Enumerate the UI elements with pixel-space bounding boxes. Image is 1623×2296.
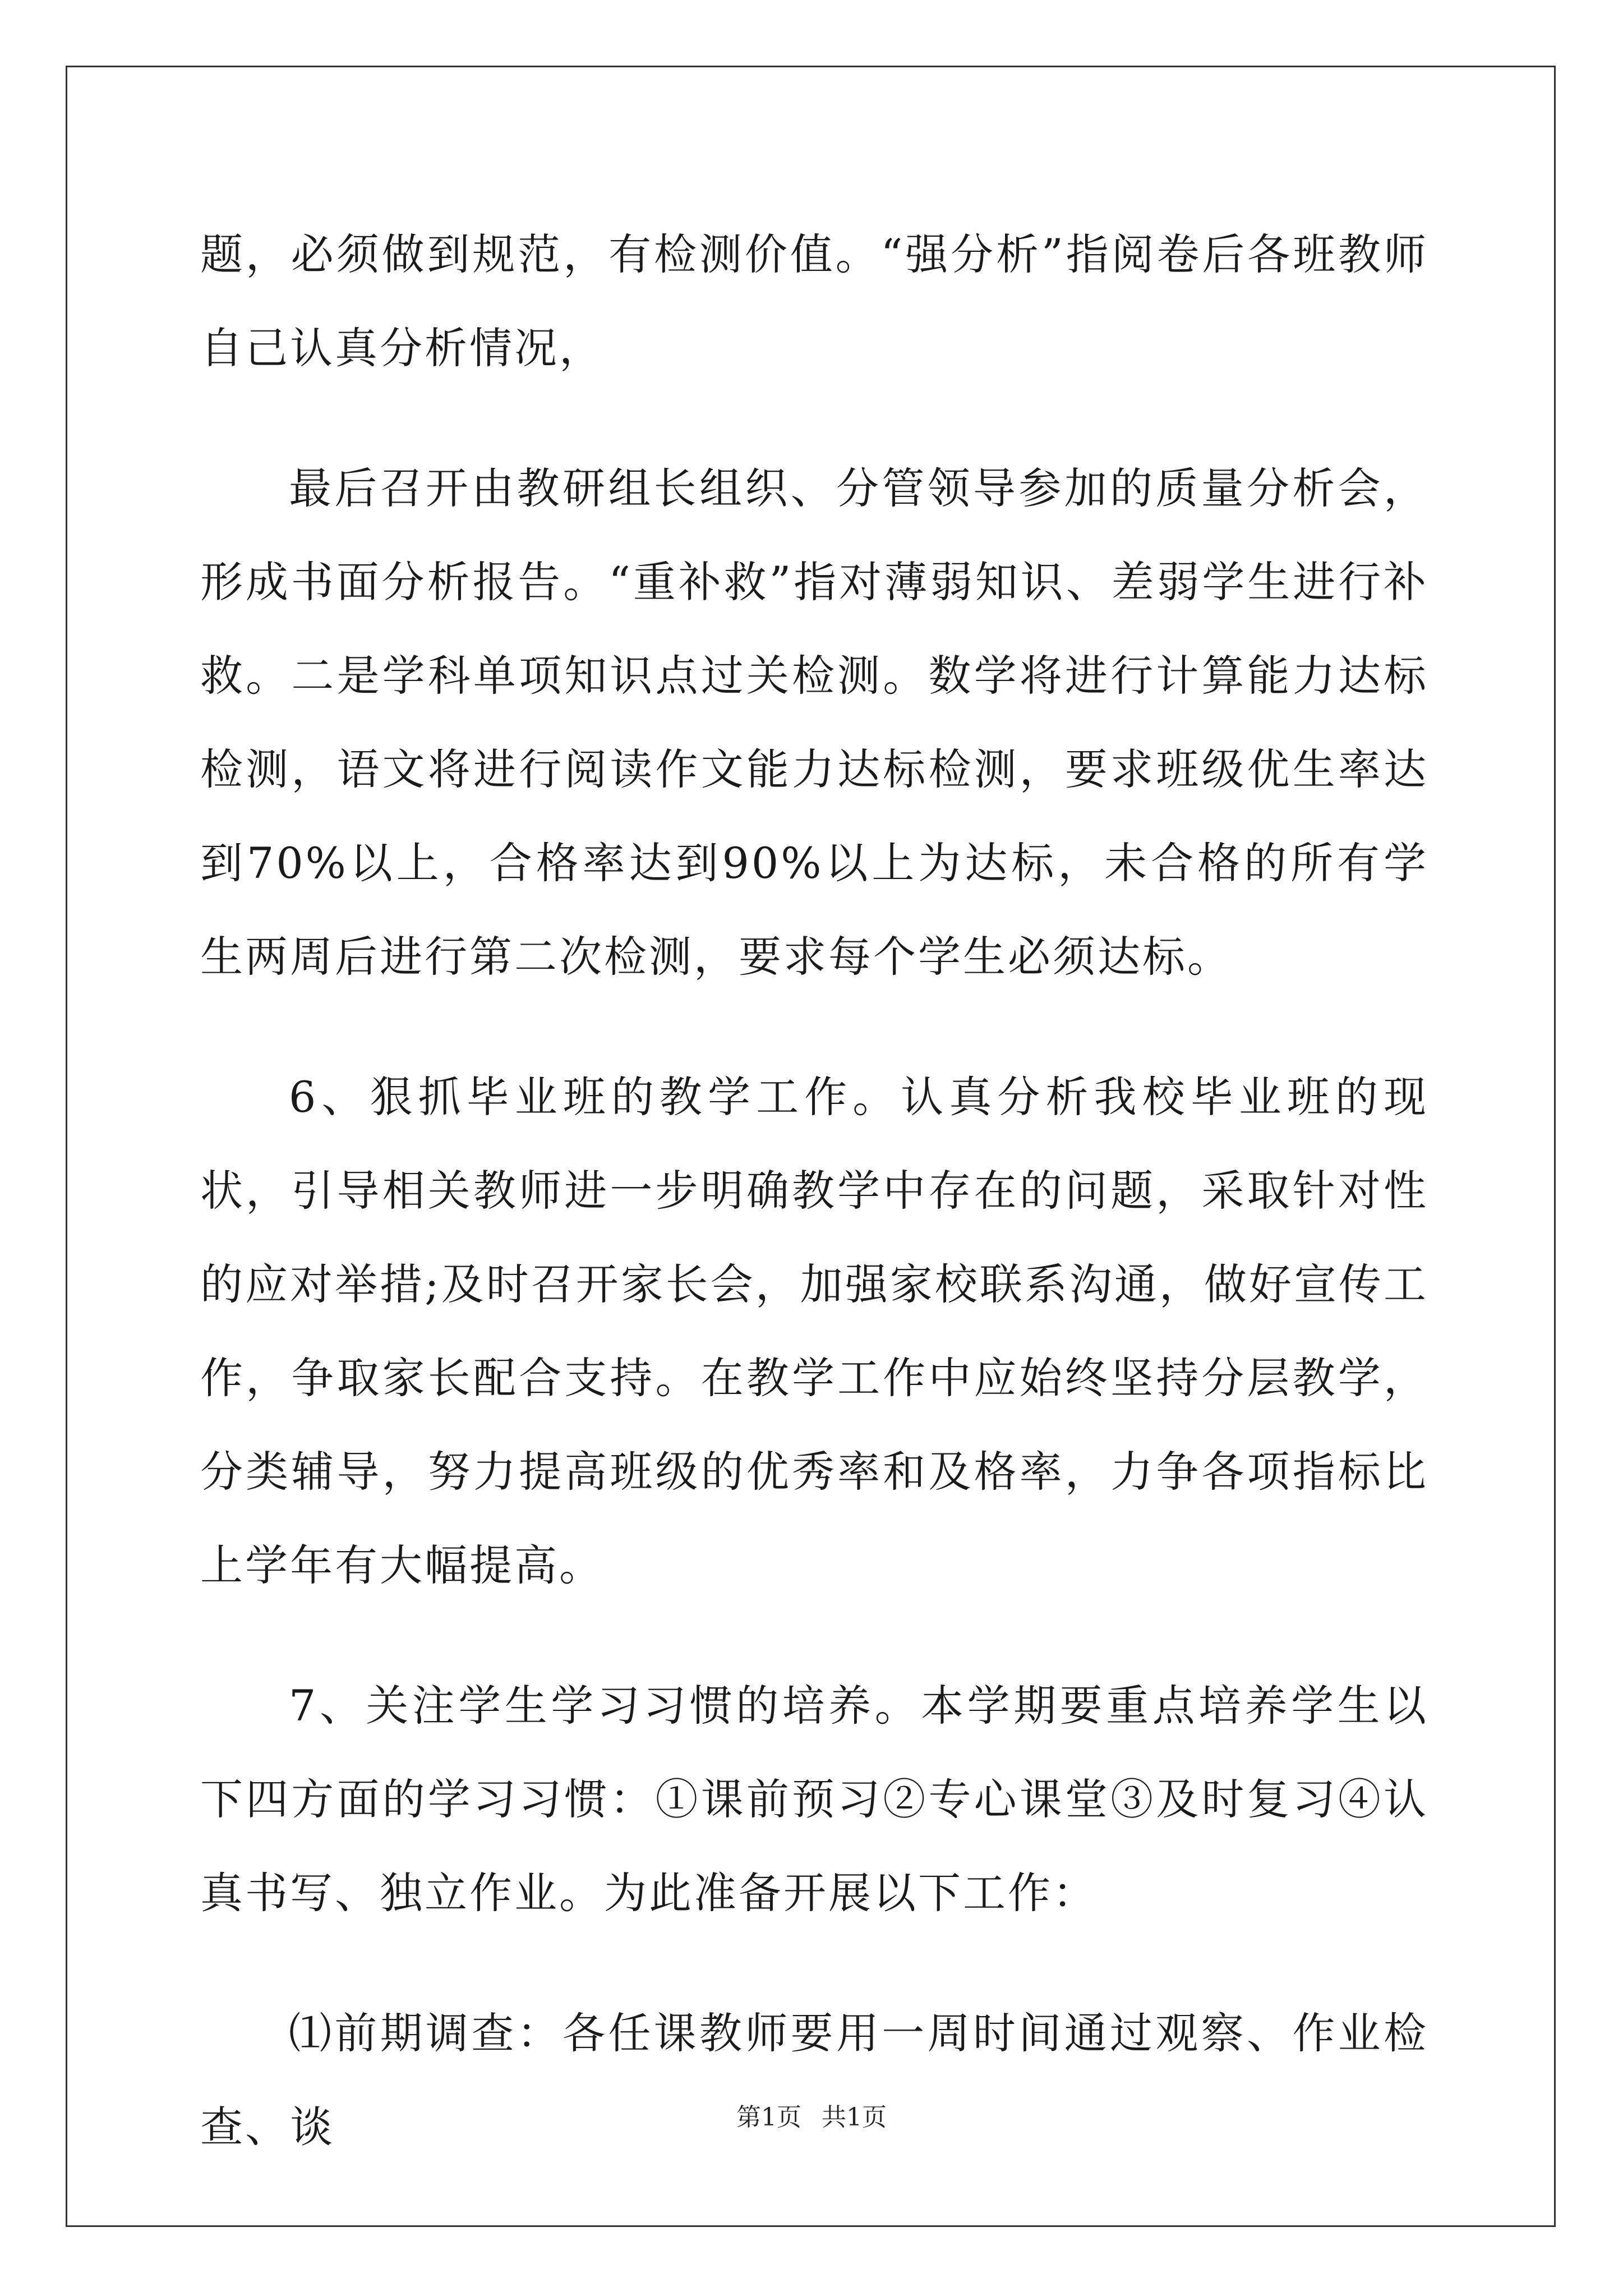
paragraph-continuation: 题，必须做到规范，有检测价值。“强分析”指阅卷后各班教师自己认真分析情况， [200, 229, 1428, 373]
page-footer [0, 2101, 1623, 2134]
paragraph-quality-analysis: 最后召开由教研组长组织、分管领导参加的质量分析会，形成书面分析报告。“重补救”指对薄弱知识、差弱学生进行补救。二是学科单项知识点过关检测。数学将进行计算能力达标检测，语文将进行阅读作文能力达标检测，要求班级优生率达到70%以上，合格率达到90%以上为达标，未合格的所有学生两周后进行第二次检测，要求每个学生必须达标。 [200, 463, 1428, 982]
paragraph-graduating-class: 6、狠抓毕业班的教学工作。认真分析我校毕业班的现状，引导相关教师进一步明确教学中存在的问题，采取针对性的应对举措;及时召开家长会，加强家校联系沟通，做好宣传工作，争取家长配合支持。在教学工作中应始终坚持分层教学，分类辅导，努力提高班级的优秀率和及格率，力争各项指标比上学年有大幅提高。 [200, 1072, 1428, 1590]
page-total: 共1页 [822, 2103, 887, 2132]
paragraph-preliminary-survey: ⑴前期调查：各任课教师要用一周时间通过观察、作业检查、谈 [200, 2008, 1428, 2152]
paragraph-study-habits: 7、关注学生学习习惯的培养。本学期要重点培养学生以下四方面的学习习惯：①课前预习②专心课堂③及时复习④认真书写、独立作业。为此准备开展以下工作： [200, 1681, 1428, 1918]
page-number: 第1页 [736, 2103, 801, 2132]
document-body [200, 208, 1428, 2174]
